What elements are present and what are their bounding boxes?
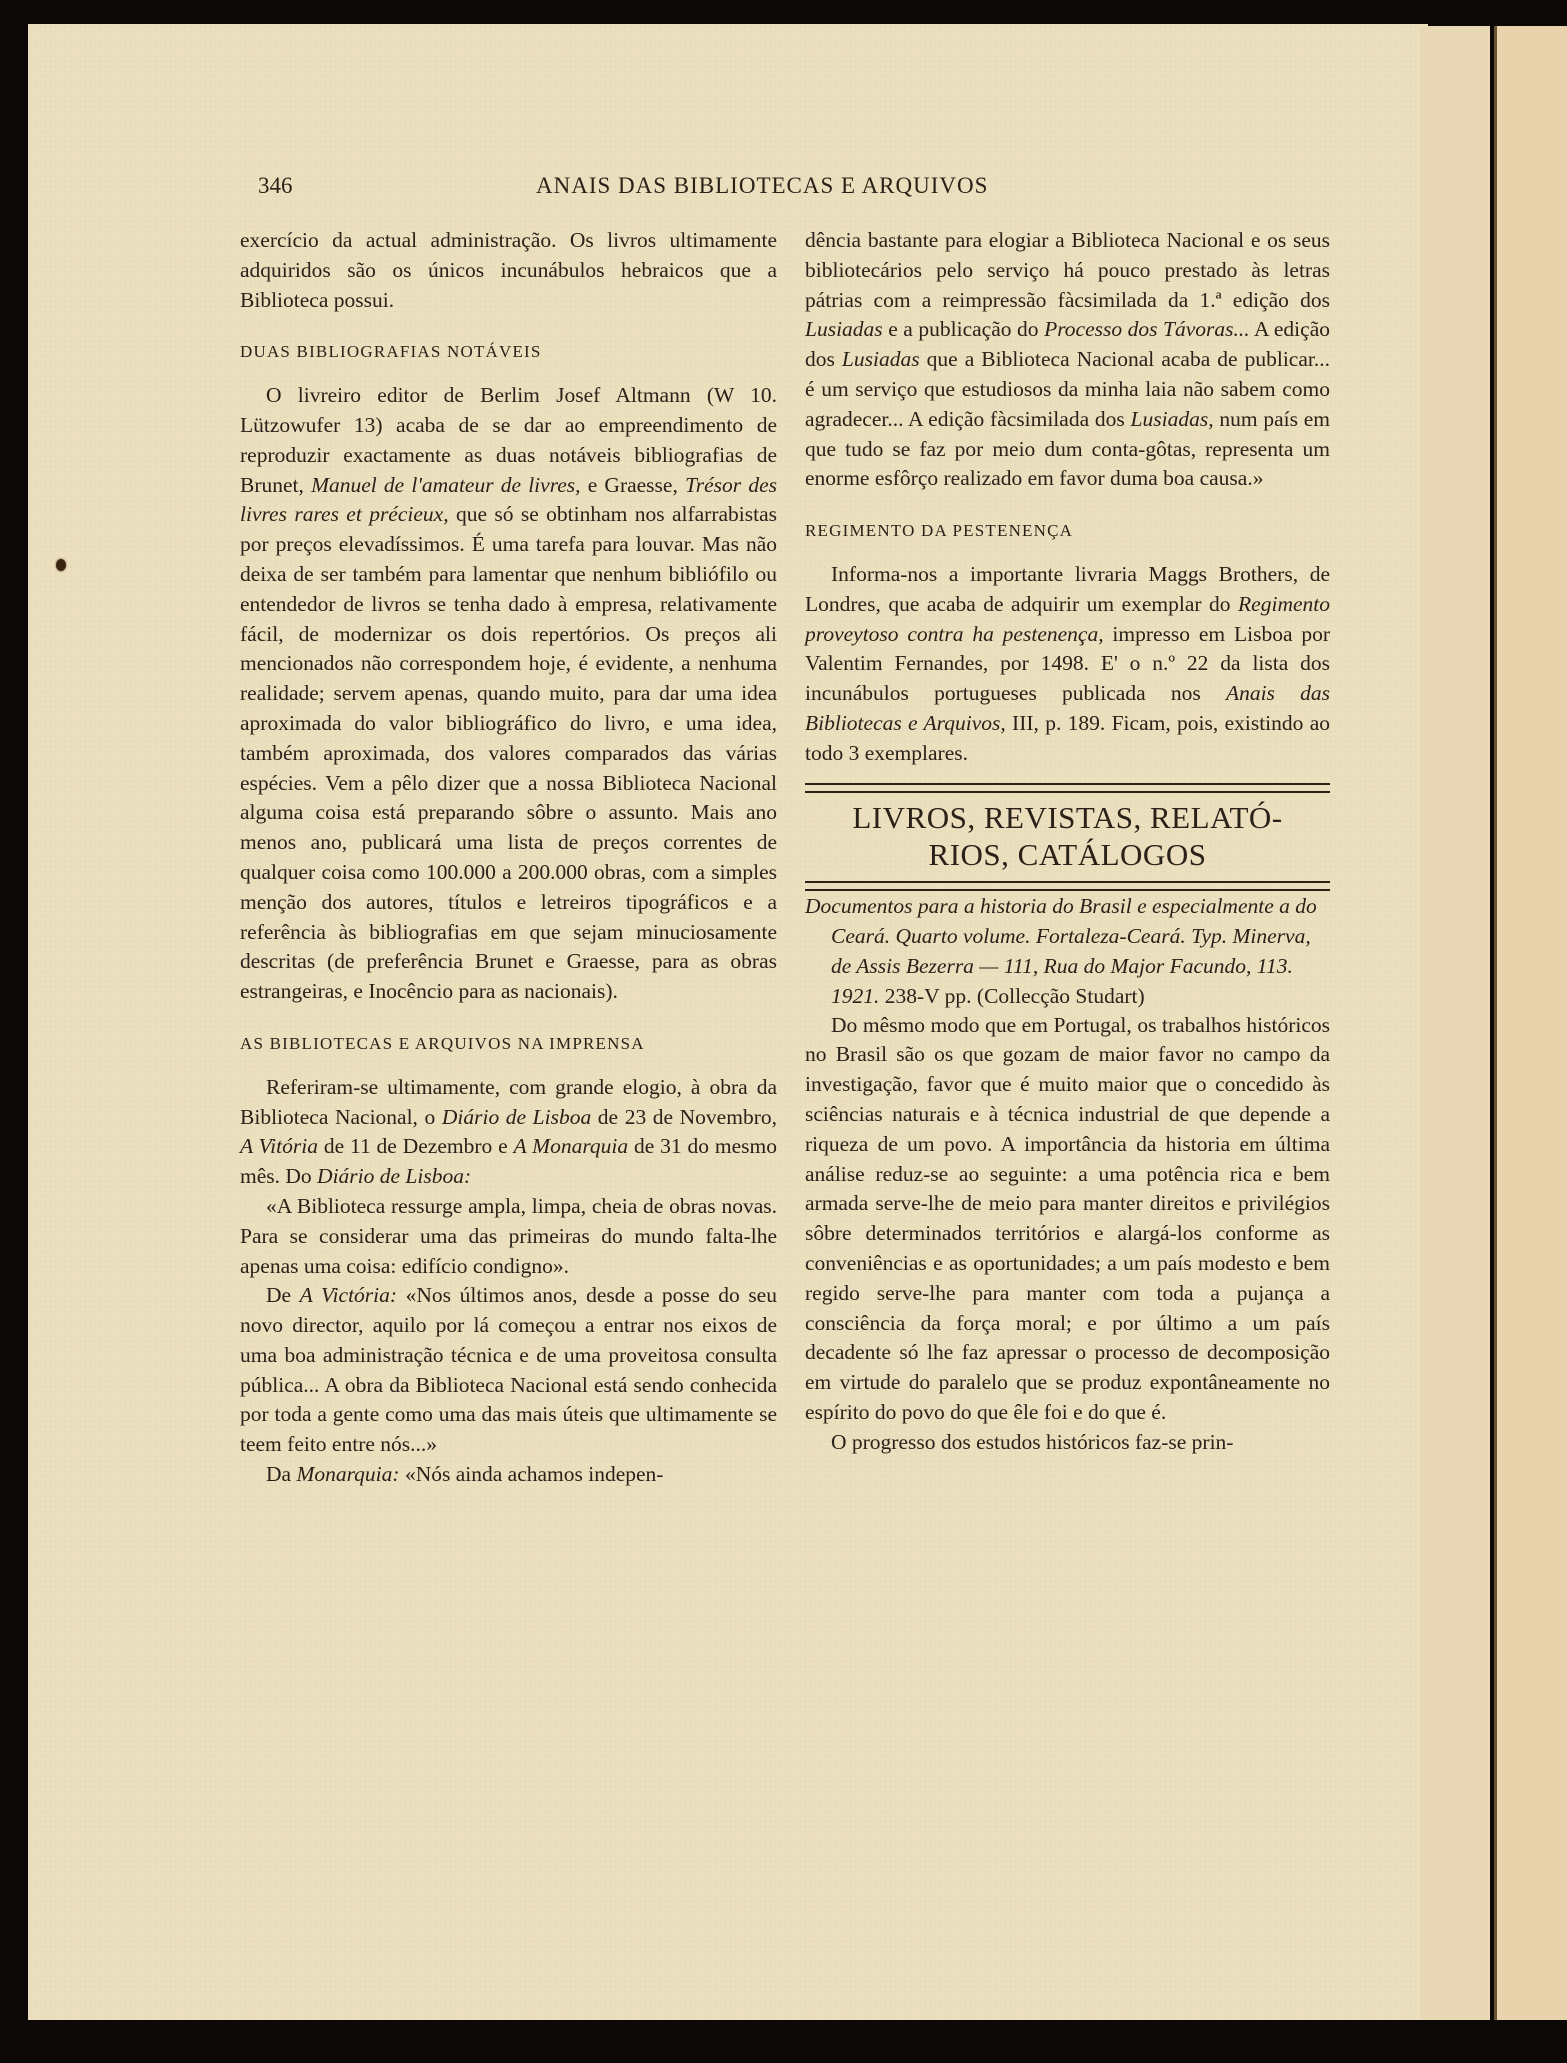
running-head — [258, 173, 1058, 203]
intro-paragraph: exercício da actual administração. Os livros ultimamente adquiridos são os únicos incunábulos hebraicos que a Biblioteca possui. — [240, 228, 777, 312]
quote-monarquia-continuation: dência bastante para elogiar a Biblioteca Nacional e os seus bibliotecários pelo serviço há pouco prestado às letras pátrias com a reimpressão fàcsimilada da 1.ª edição dos Lusiadas e a publicação do Processo dos Távoras... A edição dos Lusiadas que a Biblioteca Nacional acaba de publicar... é um serviço que estudiosos da minha laia não sabem como agradecer... A edição fàcsimilada dos Lusiadas, num país em que tudo se faz por meio dum conta-gôtas, representa um enorme esfôrço realizado em favor duma boa causa.» — [805, 228, 1331, 491]
section-heading-imprensa: AS BIBLIOTECAS E ARQUIVOS NA IMPRENSA — [240, 1033, 645, 1053]
journal-title: ANAIS DAS BIBLIOTECAS E ARQUIVOS — [536, 173, 989, 198]
section-heading-livros-revistas: LIVROS, REVISTAS, RELATÓ- RIOS, CATÁLOGOS — [852, 799, 1283, 872]
paragraph-historia-brasil: Do mêsmo modo que em Portugal, os trabalhos históricos no Brasil são os que gozam de maior favor no campo da investigação, favor que é muito maior que o concedido às sciências naturais e à técnica industrial de que depende a riqueza de um povo. A importância da historia em última análise reduz-se ao seguinte: a uma potência rica e bem armada serve-lhe de meio para manter direitos e privilégios sôbre determinados territórios e alargá-los conforme as conveniências e as oportunidades; a um país modesto e bem regido serve-lhe para manter com toda a pujança a consciência da força moral; e por último a um país decadente só lhe faz apressar o processo de decomposição em virtude do paralelo que se produz expontâneamente no espírito do povo do que êle foi e do que é. — [805, 1012, 1330, 1424]
bibliographic-entry: Documentos para a historia do Brasil e especialmente a do Ceará. Quarto volume. Fortaleza-Ceará. Typ. Minerva, de Assis Bezerra — 111, Rua do Major Facundo, 113. 1921. 238-V pp. (Collecção Studart) — [805, 893, 1317, 1008]
paragraph-progresso: O progresso dos estudos históricos faz-se prin- — [831, 1429, 1234, 1454]
paragraph-bibliografias: O livreiro editor de Berlim Josef Altmann (W 10. Lützowufer 13) acaba de se dar ao empreendimento de reproduzir exactamente as duas notáveis bibliografias de Brunet, Manuel de l'amateur de livres, e Graesse, Trésor des livres rares et précieux, que só se obtinham nos alfarrabistas por preços elevadíssimos. É uma tarefa para louvar. Mas não deixa de ser também para lamentar que nenhum bibliófilo ou entendedor de livros se tenha dado à empresa, relativamente fácil, de modernizar os dois repertórios. Os preços ali mencionados não correspondem hoje, é evidente, a nenhuma realidade; servem apenas, quando muito, para dar uma idea aproximada do valor bibliográfico do livro, e uma idea, também aproximada, dos valores comparados das várias espécies. Vem a pêlo dizer que a nossa Biblioteca Nacional alguma coisa está preparando sôbre o assunto. Mais ano menos ano, publicará uma lista de preços correntes de qualquer coisa como 100.000 a 200.000 obras, com a simples menção dos autores, títulos e letreiros tipográficos e a referência às bibliografias em que sejam minuciosamente descritas (de preferência Brunet e Graesse, para as obras estrangeiras, e Inocêncio para as nacionais). — [240, 383, 778, 1004]
quote-diario-de-lisboa: «A Biblioteca ressurge ampla, limpa, cheia de obras novas. Para se considerar uma das primeiras do mundo falta-lhe apenas uma coisa: edifício condigno». — [240, 1193, 777, 1278]
section-heading-duas-bibliografias: DUAS BIBLIOGRAFIAS NOTÁVEIS — [240, 342, 542, 362]
left-column — [240, 226, 777, 1490]
quote-a-victoria: De A Victória: «Nos últimos anos, desde a posse do seu novo director, aquilo por lá começou a entrar nos eixos de uma boa administração técnica e de uma proveitosa consulta pública... A obra da Biblioteca Nacional está sendo conhecida por toda a gente como uma das mais úteis que ultimamente se teem feito entre nós...» — [240, 1283, 777, 1457]
right-column — [805, 226, 1330, 1458]
book-fold-edge — [1494, 26, 1567, 2022]
double-rule-top — [805, 783, 1330, 793]
scan-border — [0, 2020, 1567, 2063]
section-heading-regimento: REGIMENTO DA PESTENENÇA — [805, 521, 1074, 541]
quote-monarquia-start: Da Monarquia: «Nós ainda achamos indepen- — [266, 1462, 664, 1487]
adjacent-page-edge — [1420, 26, 1490, 2022]
binding-hole-mark — [56, 559, 66, 571]
paragraph-regimento: Informa-nos a importante livraria Maggs Brothers, de Londres, que acaba de adquirir um exemplar do Regimento proveytoso contra ha pestenença, impresso em Lisboa por Valentim Fernandes, por 1498. E' o n.º 22 da lista dos incunábulos portugueses publicada nos Anais das Bibliotecas e Arquivos, III, p. 189. Ficam, pois, existindo ao todo 3 exemplares. — [805, 561, 1331, 765]
paragraph-imprensa: Referiram-se ultimamente, com grande elogio, à obra da Biblioteca Nacional, o Diário de Lisboa de 23 de Novembro, A Vitória de 11 de Dezembro e A Monarquia de 31 do mesmo mês. Do Diário de Lisboa: — [240, 1074, 778, 1189]
double-rule-bottom — [805, 881, 1330, 891]
page-number: 346 — [258, 173, 293, 198]
